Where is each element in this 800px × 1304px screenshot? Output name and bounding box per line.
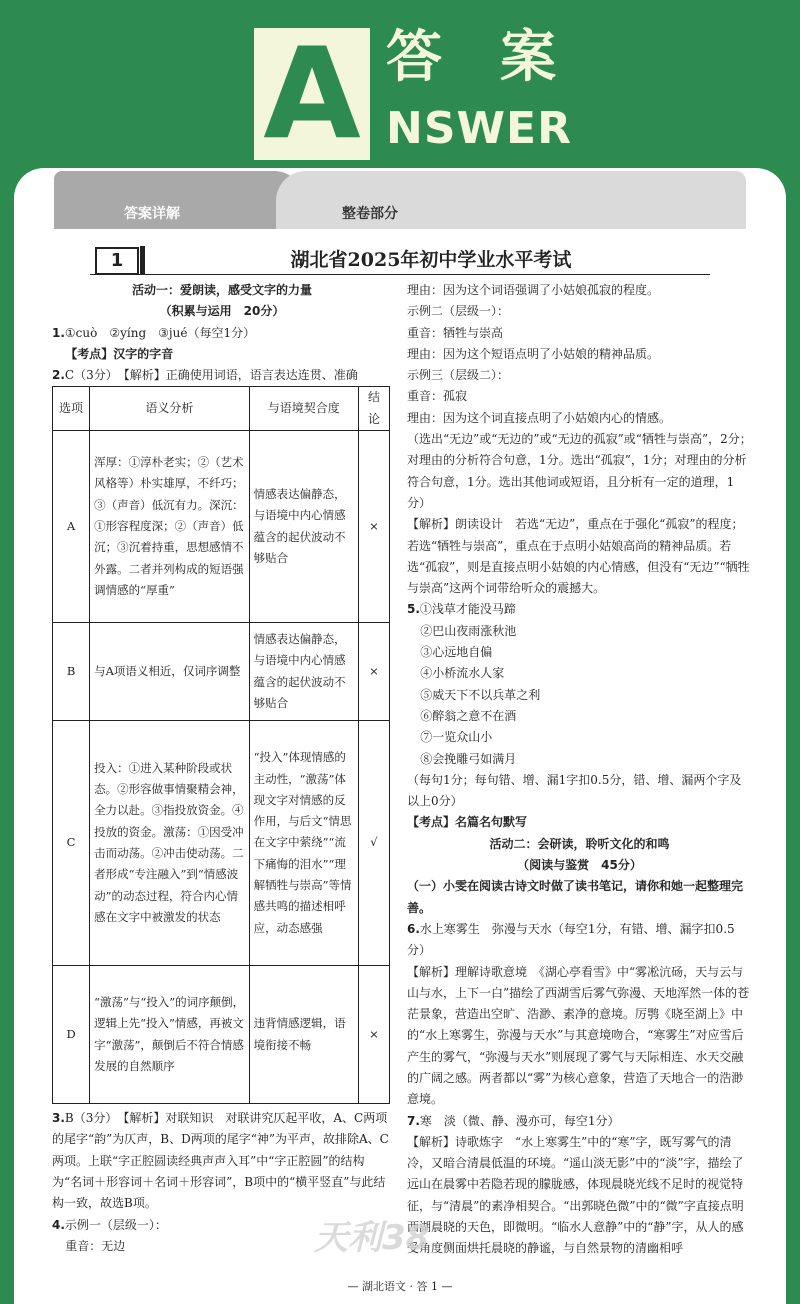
- knowledge-point: 【考点】名篇名句默写: [407, 815, 528, 830]
- answer-text: 寒 淡（微、静、漫亦可，每空1分）: [419, 1113, 620, 1128]
- tab-full-paper[interactable]: [276, 171, 746, 229]
- answer-q2: [52, 365, 392, 386]
- right-column: [407, 280, 752, 1260]
- answer-text: ①cuò ②yíng ③jué（每空1分）: [64, 325, 256, 340]
- answer-subtitle: NSWER: [386, 103, 572, 154]
- analysis-text: 【解析】朗读设计 若选“无边”，重点在于强化“孤寂”的程度；若选“牺牲与崇高”，重点在于点明小姑娘高尚的精神品质。若选“孤寂”，则是直接点明小姑娘的内心情感，但没有“无边”“牺牲与崇高”这两个词带给听众的震撼大。: [407, 517, 750, 596]
- tab-answer-detail[interactable]: [54, 171, 304, 229]
- table-header-cell: 结论: [358, 387, 389, 431]
- table-cell-fit: “投入”体现情感的主动性，“激荡”体现文字对情感的反作用，与后文“情思在文字中萦绕”“流下痛悔的泪水”“理解牺牲与崇高”等情感共鸣的描述相呼应，动态感强: [249, 721, 358, 966]
- part-heading: （一）小雯在阅读古诗文时做了读书笔记，请你和她一起整理完善。: [407, 879, 744, 915]
- question-number: 3.: [52, 1111, 65, 1126]
- list-item: ④小桥流水人家: [420, 666, 505, 681]
- table-cell-result: ×: [358, 966, 389, 1104]
- answer-q6: [407, 919, 752, 962]
- list-item: ⑤威天下不以兵革之利: [420, 687, 541, 702]
- answer-title-char: 答: [386, 25, 442, 90]
- exam-title: 湖北省2025年初中学业水平考试: [290, 249, 572, 271]
- answer-header: [0, 0, 800, 175]
- table-cell-result: √: [358, 721, 389, 966]
- list-item: ③心远地自偏: [420, 645, 493, 660]
- answer-text: 重音：孤寂: [407, 389, 468, 404]
- knowledge-point: 【考点】汉字的字音: [65, 346, 174, 361]
- question-number: 4.: [52, 1217, 65, 1232]
- table-cell-result: ×: [358, 431, 389, 623]
- answer-text: 重音：牺牲与崇高: [407, 325, 504, 340]
- table-header-row: [53, 387, 390, 431]
- analysis-table: [52, 386, 390, 1104]
- table-row: [53, 721, 390, 966]
- table-cell-option: D: [53, 966, 90, 1104]
- exam-number: 1: [95, 247, 139, 275]
- exam-number-bar: [140, 246, 145, 274]
- analysis-text: 【解析】理解诗歌意境 《湖心亭看雪》中“雾凇沆砀，天与云与山与水，上下一白”描绘了西湖雪后雾气弥漫、天地浑然一体的苍茫景象，营造出空旷、浩渺、素净的意境。厉鹗《晓至湖上》中的“水上寒雾生，弥漫与天水”与其意境吻合，“寒雾生”对应雪后产生的雾气，“弥漫与天水”则展现了雾气与天际相连、水天交融的广阔之感。两者都以“雾”为核心意象，营造了天地合一的浩渺意境。: [407, 964, 750, 1107]
- tab-label: 答案详解: [124, 206, 180, 222]
- question-number: 1.: [52, 325, 65, 340]
- list-item: ⑧会挽雕弓如满月: [420, 751, 517, 766]
- table-cell-option: A: [53, 431, 90, 623]
- answer-text: C（3分） 【解析】正确使用词语，语言表达连贯、准确: [64, 368, 358, 383]
- answer-letter-a: A: [254, 28, 370, 160]
- section-heading: （积累与运用 20分）: [159, 304, 285, 319]
- list-item: ①浅草才能没马蹄: [419, 602, 516, 617]
- answer-sheet: [14, 168, 786, 1304]
- answer-text: B（3分） 【解析】对联知识 对联讲究仄起平收，A、C两项的尾字“韵”为仄声，B、D两项的尾字“神”为平声，故排除A、C两项。上联“字正腔圆读经典声声入耳”中“字正腔圆”的结构为“名词＋形容词＋名词＋形容词”，B项中的“横平竖直”与此结构一致，故选B项。: [52, 1111, 389, 1211]
- table-cell-fit: 违背情感逻辑，语境衔接不畅: [249, 966, 358, 1104]
- answer-q1: [52, 323, 392, 344]
- exam-title-band: [90, 246, 710, 275]
- question-number: 6.: [407, 921, 420, 936]
- table-cell-fit: 情感表达偏静态，与语境中内心情感蕴含的起伏波动不够贴合: [249, 431, 358, 623]
- table-row: [53, 623, 390, 721]
- answer-text: 理由：因为这个短语点明了小姑娘的精神品质。: [407, 346, 660, 361]
- answer-text: 示例一（层级一）：: [64, 1217, 167, 1232]
- tab-label: 整卷部分: [342, 206, 398, 222]
- list-item: ⑦一览众山小: [420, 730, 493, 745]
- answer-text: 理由：因为这个词语强调了小姑娘孤寂的程度。: [407, 283, 660, 297]
- answer-q5: [407, 599, 752, 620]
- question-number: 7.: [407, 1113, 420, 1128]
- table-cell-option: C: [53, 721, 90, 966]
- question-number: 5.: [407, 602, 420, 617]
- answer-text: 示例三（层级二）：: [407, 368, 510, 383]
- answer-title: [386, 24, 556, 92]
- activity-heading: 活动一：爱朗读，感受文字的力量: [131, 283, 312, 297]
- watermark-logo: 天利38: [314, 1218, 430, 1258]
- table-cell-analysis: 与A项语义相近，仅词序调整: [90, 623, 249, 721]
- list-item: ⑥醉翁之意不在酒: [420, 708, 517, 723]
- question-number: 2.: [52, 368, 65, 383]
- list-item: ②巴山夜雨涨秋池: [420, 623, 517, 638]
- analysis-text: 【解析】诗歌炼字 “水上寒雾生”中的“寒”字，既写雾气的清冷，又暗合清晨低温的环境。“遥山淡无影”中的“淡”字，描绘了远山在晨雾中若隐若现的朦胧感，体现晨晓光线不足时的视觉特征，与“清晨”的素净相契合。“出郭晓色微”中的“微”字直接点明西湖晨晓的天色，即微明。“临水人意静”中的“静”字，从人的感受角度侧面烘托晨晓的静谧，与自然景物的清幽相呼: [407, 1134, 744, 1256]
- activity-heading: 活动二：会研读，聆听文化的和鸣: [489, 836, 670, 851]
- table-cell-analysis: 投入：①进入某种阶段或状态。②形容做事情聚精会神，全力以赴。③指投放资金。④投放的资金。激荡：①因受冲击而动荡。②冲击使动荡。二者形成“专注融入”到“情感波动”的动态过程，符合内心情感在文字中被激发的状态: [90, 721, 249, 966]
- table-row: [53, 966, 390, 1104]
- table-header-cell: 与语境契合度: [249, 387, 358, 431]
- answer-text: （选出“无边”或“无边的”或“无边的孤寂”或“牺牲与崇高”，2分；对理由的分析符合句意，1分。选出“孤寂”，1分；对理由的分析符合句意，1分。选出其他词或短语，且分析有一定的道理，1分）: [407, 432, 752, 510]
- answer-q7: [407, 1111, 752, 1132]
- left-column: [52, 280, 392, 1257]
- table-cell-result: ×: [358, 623, 389, 721]
- table-cell-analysis: 浑厚：①淳朴老实；②（艺术风格等）朴实雄厚，不纤巧；③（声音）低沉有力。深沉：①形容程度深；②（声音）低沉；③沉着持重，思想感情不外露。二者并列构成的短语强调情感的“厚重”: [90, 431, 249, 623]
- answer-text: 示例二（层级一）：: [407, 304, 510, 319]
- answer-text: 水上寒雾生 弥漫与天水（每空1分，有错、增、漏字扣0.5分）: [407, 921, 735, 958]
- table-cell-analysis: “激荡”与“投入”的词序颠倒，逻辑上先“投入”情感，再被文字“激荡”，颠倒后不符合情感发展的自然顺序: [90, 966, 249, 1104]
- table-cell-option: B: [53, 623, 90, 721]
- table-cell-fit: 情感表达偏静态，与语境中内心情感蕴含的起伏波动不够贴合: [249, 623, 358, 721]
- answer-text: （每句1分；每句错、增、漏1字扣0.5分，错、增、漏两个字及以上0分）: [407, 772, 742, 809]
- answer-text: 理由：因为这个词直接点明了小姑娘内心的情感。: [407, 410, 672, 425]
- table-header-cell: 语义分析: [90, 387, 249, 431]
- answer-q3: [52, 1108, 392, 1214]
- table-row: [53, 431, 390, 623]
- table-header-cell: 选项: [53, 387, 90, 431]
- answer-title-char: 案: [500, 25, 556, 90]
- answer-text: 重音：无边: [65, 1238, 126, 1253]
- section-heading: （阅读与鉴赏 45分）: [517, 858, 642, 873]
- page-footer: — 湖北语文 · 答 1 —: [347, 1280, 453, 1293]
